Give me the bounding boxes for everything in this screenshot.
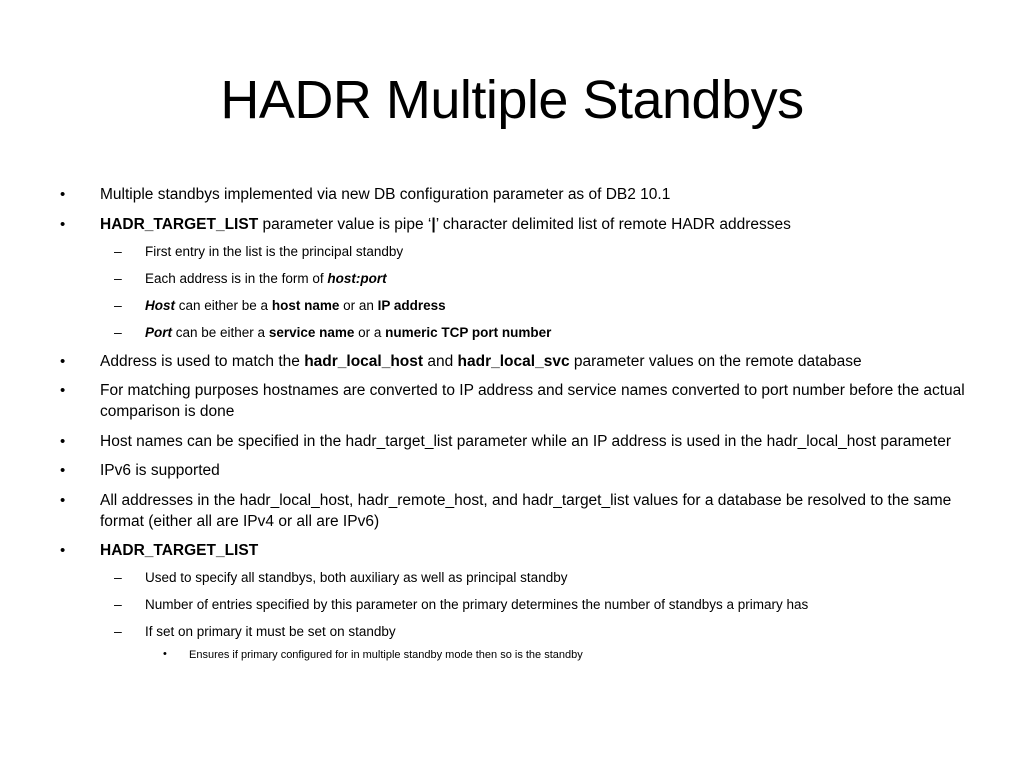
bullet-item	[60, 460, 970, 481]
bullet-marker: •	[60, 433, 66, 450]
bullet-marker: •	[60, 353, 66, 370]
sub-bullet-item	[114, 596, 975, 614]
bullet-marker: •	[60, 186, 66, 203]
bullet-item	[60, 540, 970, 561]
text-run: Each address is in the form of	[145, 271, 328, 286]
text-run: IP address	[377, 298, 446, 313]
text-run: and	[423, 353, 458, 370]
bullet-marker: •	[60, 492, 66, 509]
text-run: hadr_local_host	[304, 353, 424, 370]
bullet-marker: •	[60, 216, 66, 233]
sub-bullet-text	[145, 624, 396, 639]
text-run: service name	[268, 325, 355, 340]
text-run: Ensures if primary configured for in multiple standby mode then so is the standby	[189, 649, 583, 661]
slide-title: HADR Multiple Standbys	[220, 70, 804, 130]
dash-marker: –	[114, 324, 122, 340]
sub-bullet-text	[145, 570, 567, 585]
bullet-item	[60, 490, 970, 532]
bullet-item	[60, 431, 970, 452]
bullet-text	[100, 186, 670, 203]
text-run: or an	[339, 298, 378, 313]
text-run: ’ character delimited list of remote HADR addresses	[435, 216, 791, 233]
dash-marker: –	[114, 297, 122, 313]
dash-marker: –	[114, 243, 122, 259]
text-run: Host names can be specified in the hadr_target_list parameter while an IP address is used in the hadr_local_host parameter	[100, 433, 951, 450]
bullet-item	[60, 351, 970, 372]
sub-bullet-item	[114, 623, 975, 641]
sub-bullet-item	[114, 270, 975, 288]
sub-bullet-item	[114, 243, 975, 261]
text-run: hadr_local_svc	[457, 353, 570, 370]
bullet-text	[100, 462, 220, 479]
text-run: numeric TCP port number	[385, 325, 552, 340]
sub-sub-bullet-item	[163, 648, 969, 663]
dash-marker: –	[114, 270, 122, 286]
bullet-marker: •	[60, 542, 66, 559]
bullet-item	[60, 380, 970, 422]
bullet-text	[100, 433, 951, 450]
dash-marker: –	[114, 623, 122, 639]
text-run: Port	[145, 325, 172, 340]
text-run: Number of entries specified by this parameter on the primary determines the number of standbys a primary has	[145, 597, 809, 612]
text-run: host name	[271, 298, 340, 313]
bullet-text	[100, 353, 862, 370]
text-run: First entry in the list is the principal standby	[145, 244, 404, 259]
text-run: HADR_TARGET_LIST	[100, 542, 259, 559]
text-run: |	[431, 216, 436, 233]
bullet-text	[100, 216, 791, 233]
sub-bullet-text	[145, 271, 387, 286]
bullet-marker: •	[163, 648, 167, 660]
text-run: HADR_TARGET_LIST	[100, 216, 259, 233]
text-run: host:port	[327, 271, 387, 286]
dash-marker: –	[114, 569, 122, 585]
text-run: All addresses in the hadr_local_host, hadr_remote_host, and hadr_target_list values for a database be resolved to the same format (either all are IPv4 or all are IPv6)	[100, 492, 952, 530]
bullet-text	[100, 492, 951, 530]
sub-sub-bullet-text	[189, 649, 583, 661]
bullet-marker: •	[60, 382, 66, 399]
sub-bullet-item	[114, 324, 975, 342]
text-run: If set on primary it must be set on standby	[145, 624, 396, 639]
text-run: Host	[145, 298, 175, 313]
sub-bullet-item	[114, 569, 975, 587]
bullet-text	[100, 542, 258, 559]
bullet-marker: •	[60, 462, 66, 479]
dash-marker: –	[114, 596, 122, 612]
bullet-item	[60, 214, 970, 235]
text-run: parameter values on the remote database	[569, 353, 862, 370]
text-run: For matching purposes hostnames are converted to IP address and service names converted to port number before the actual comparison is done	[100, 382, 965, 420]
text-run: IPv6 is supported	[100, 462, 220, 479]
bullet-text	[100, 382, 965, 420]
sub-bullet-text	[145, 298, 446, 313]
text-run: or a	[354, 325, 386, 340]
bullet-item	[60, 184, 970, 205]
text-run: Address is used to match the	[100, 353, 305, 370]
text-run: parameter value is pipe ‘	[258, 216, 432, 233]
text-run: Used to specify all standbys, both auxiliary as well as principal standby	[145, 570, 568, 585]
sub-bullet-text	[145, 244, 403, 259]
text-run: can either be a	[175, 298, 272, 313]
sub-bullet-text	[145, 597, 808, 612]
sub-bullet-text	[145, 325, 551, 340]
text-run: can be either a	[172, 325, 269, 340]
text-run: Multiple standbys implemented via new DB configuration parameter as of DB2 10.1	[100, 186, 671, 203]
sub-bullet-item	[114, 297, 975, 315]
